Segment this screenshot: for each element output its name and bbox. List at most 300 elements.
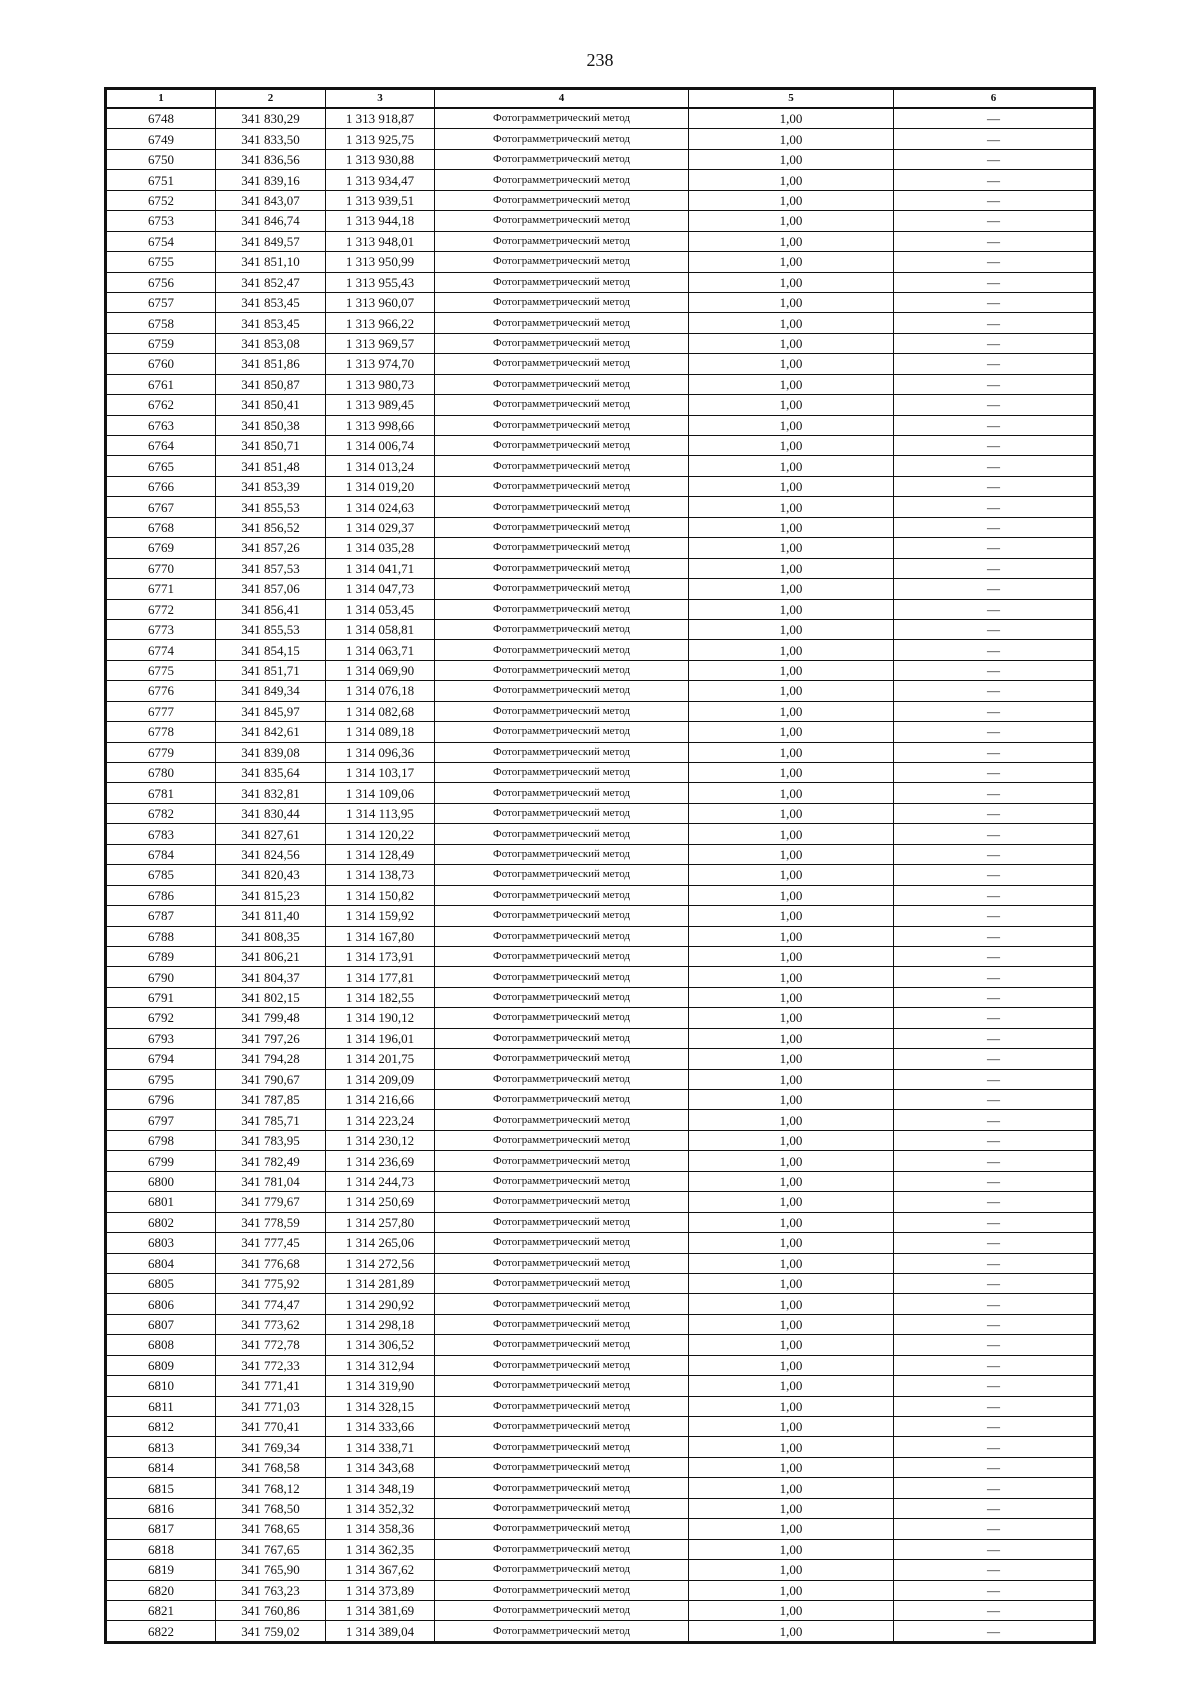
precision-cell: 1,00 — [689, 149, 894, 169]
point-number-cell: 6804 — [107, 1253, 216, 1273]
method-cell: Фотограмметрический метод — [435, 211, 689, 231]
method-cell: Фотограмметрический метод — [435, 1335, 689, 1355]
table-row — [107, 1478, 1094, 1498]
empty-cell: — — [894, 1028, 1094, 1048]
point-number-cell: 6771 — [107, 579, 216, 599]
y-coordinate-cell: 1 314 333,66 — [326, 1417, 435, 1437]
y-coordinate-cell: 1 313 948,01 — [326, 231, 435, 251]
y-coordinate-cell: 1 313 980,73 — [326, 374, 435, 394]
point-number-cell: 6802 — [107, 1212, 216, 1232]
table-row — [107, 1090, 1094, 1110]
point-number-cell: 6779 — [107, 742, 216, 762]
point-number-cell: 6820 — [107, 1580, 216, 1600]
y-coordinate-cell: 1 314 138,73 — [326, 865, 435, 885]
table-row — [107, 1069, 1094, 1089]
y-coordinate-cell: 1 314 312,94 — [326, 1355, 435, 1375]
x-coordinate-cell: 341 782,49 — [216, 1151, 326, 1171]
table-row — [107, 497, 1094, 517]
precision-cell: 1,00 — [689, 1560, 894, 1580]
precision-cell: 1,00 — [689, 1457, 894, 1477]
y-coordinate-cell: 1 314 201,75 — [326, 1049, 435, 1069]
precision-cell: 1,00 — [689, 476, 894, 496]
method-cell: Фотограмметрический метод — [435, 476, 689, 496]
precision-cell: 1,00 — [689, 824, 894, 844]
table-row — [107, 231, 1094, 251]
x-coordinate-cell: 341 849,34 — [216, 681, 326, 701]
precision-cell: 1,00 — [689, 333, 894, 353]
table-row — [107, 1192, 1094, 1212]
method-cell: Фотограмметрический метод — [435, 1151, 689, 1171]
precision-cell: 1,00 — [689, 558, 894, 578]
precision-cell: 1,00 — [689, 1600, 894, 1620]
x-coordinate-cell: 341 835,64 — [216, 763, 326, 783]
point-number-cell: 6791 — [107, 987, 216, 1007]
table-row — [107, 1110, 1094, 1130]
precision-cell: 1,00 — [689, 1049, 894, 1069]
x-coordinate-cell: 341 842,61 — [216, 722, 326, 742]
empty-cell: — — [894, 1396, 1094, 1416]
y-coordinate-cell: 1 314 389,04 — [326, 1621, 435, 1641]
method-cell: Фотограмметрический метод — [435, 374, 689, 394]
y-coordinate-cell: 1 314 058,81 — [326, 619, 435, 639]
x-coordinate-cell: 341 771,03 — [216, 1396, 326, 1416]
x-coordinate-cell: 341 857,53 — [216, 558, 326, 578]
x-coordinate-cell: 341 777,45 — [216, 1233, 326, 1253]
x-coordinate-cell: 341 778,59 — [216, 1212, 326, 1232]
empty-cell: — — [894, 415, 1094, 435]
point-number-cell: 6767 — [107, 497, 216, 517]
empty-cell: — — [894, 1580, 1094, 1600]
method-cell: Фотограмметрический метод — [435, 1396, 689, 1416]
y-coordinate-cell: 1 314 281,89 — [326, 1273, 435, 1293]
point-number-cell: 6790 — [107, 967, 216, 987]
empty-cell: — — [894, 1335, 1094, 1355]
y-coordinate-cell: 1 313 925,75 — [326, 129, 435, 149]
table-row — [107, 1233, 1094, 1253]
point-number-cell: 6798 — [107, 1130, 216, 1150]
precision-cell: 1,00 — [689, 1355, 894, 1375]
method-cell: Фотограмметрический метод — [435, 1600, 689, 1620]
method-cell: Фотограмметрический метод — [435, 333, 689, 353]
table-row — [107, 1498, 1094, 1518]
method-cell: Фотограмметрический метод — [435, 885, 689, 905]
point-number-cell: 6763 — [107, 415, 216, 435]
empty-cell: — — [894, 1376, 1094, 1396]
point-number-cell: 6761 — [107, 374, 216, 394]
table-row — [107, 701, 1094, 721]
point-number-cell: 6750 — [107, 149, 216, 169]
x-coordinate-cell: 341 850,38 — [216, 415, 326, 435]
method-cell: Фотограмметрический метод — [435, 722, 689, 742]
precision-cell: 1,00 — [689, 190, 894, 210]
method-cell: Фотограмметрический метод — [435, 415, 689, 435]
point-number-cell: 6822 — [107, 1621, 216, 1641]
point-number-cell: 6777 — [107, 701, 216, 721]
method-cell: Фотограмметрический метод — [435, 1008, 689, 1028]
x-coordinate-cell: 341 765,90 — [216, 1560, 326, 1580]
table-row — [107, 1273, 1094, 1293]
y-coordinate-cell: 1 314 103,17 — [326, 763, 435, 783]
empty-cell: — — [894, 497, 1094, 517]
x-coordinate-cell: 341 857,06 — [216, 579, 326, 599]
method-cell: Фотограмметрический метод — [435, 497, 689, 517]
method-cell: Фотограмметрический метод — [435, 742, 689, 762]
header-row — [107, 90, 1094, 109]
method-cell: Фотограмметрический метод — [435, 1171, 689, 1191]
table-row — [107, 579, 1094, 599]
precision-cell: 1,00 — [689, 1028, 894, 1048]
empty-cell: — — [894, 252, 1094, 272]
y-coordinate-cell: 1 313 944,18 — [326, 211, 435, 231]
y-coordinate-cell: 1 314 358,36 — [326, 1519, 435, 1539]
point-number-cell: 6794 — [107, 1049, 216, 1069]
x-coordinate-cell: 341 779,67 — [216, 1192, 326, 1212]
x-coordinate-cell: 341 767,65 — [216, 1539, 326, 1559]
y-coordinate-cell: 1 314 069,90 — [326, 660, 435, 680]
y-coordinate-cell: 1 314 109,06 — [326, 783, 435, 803]
y-coordinate-cell: 1 314 298,18 — [326, 1314, 435, 1334]
method-cell: Фотограмметрический метод — [435, 1376, 689, 1396]
y-coordinate-cell: 1 314 216,66 — [326, 1090, 435, 1110]
method-cell: Фотограмметрический метод — [435, 170, 689, 190]
table-row — [107, 1294, 1094, 1314]
x-coordinate-cell: 341 785,71 — [216, 1110, 326, 1130]
x-coordinate-cell: 341 836,56 — [216, 149, 326, 169]
precision-cell: 1,00 — [689, 987, 894, 1007]
y-coordinate-cell: 1 314 196,01 — [326, 1028, 435, 1048]
method-cell: Фотограмметрический метод — [435, 436, 689, 456]
precision-cell: 1,00 — [689, 1437, 894, 1457]
precision-cell: 1,00 — [689, 967, 894, 987]
empty-cell: — — [894, 926, 1094, 946]
empty-cell: — — [894, 476, 1094, 496]
method-cell: Фотограмметрический метод — [435, 354, 689, 374]
x-coordinate-cell: 341 775,92 — [216, 1273, 326, 1293]
method-cell: Фотограмметрический метод — [435, 1437, 689, 1457]
empty-cell: — — [894, 1130, 1094, 1150]
method-cell: Фотограмметрический метод — [435, 1069, 689, 1089]
empty-cell: — — [894, 599, 1094, 619]
y-coordinate-cell: 1 314 230,12 — [326, 1130, 435, 1150]
method-cell: Фотограмметрический метод — [435, 292, 689, 312]
point-number-cell: 6753 — [107, 211, 216, 231]
table-row — [107, 538, 1094, 558]
table-row — [107, 844, 1094, 864]
table-row — [107, 1130, 1094, 1150]
y-coordinate-cell: 1 314 272,56 — [326, 1253, 435, 1273]
y-coordinate-cell: 1 313 974,70 — [326, 354, 435, 374]
x-coordinate-cell: 341 815,23 — [216, 885, 326, 905]
table-row — [107, 211, 1094, 231]
precision-cell: 1,00 — [689, 211, 894, 231]
precision-cell: 1,00 — [689, 742, 894, 762]
point-number-cell: 6821 — [107, 1600, 216, 1620]
y-coordinate-cell: 1 314 223,24 — [326, 1110, 435, 1130]
empty-cell: — — [894, 374, 1094, 394]
precision-cell: 1,00 — [689, 722, 894, 742]
empty-cell: — — [894, 1049, 1094, 1069]
y-coordinate-cell: 1 314 006,74 — [326, 436, 435, 456]
table-row — [107, 170, 1094, 190]
y-coordinate-cell: 1 314 236,69 — [326, 1151, 435, 1171]
method-cell: Фотограмметрический метод — [435, 538, 689, 558]
empty-cell: — — [894, 967, 1094, 987]
point-number-cell: 6812 — [107, 1417, 216, 1437]
x-coordinate-cell: 341 804,37 — [216, 967, 326, 987]
x-coordinate-cell: 341 776,68 — [216, 1253, 326, 1273]
table-row — [107, 272, 1094, 292]
empty-cell: — — [894, 1457, 1094, 1477]
x-coordinate-cell: 341 768,12 — [216, 1478, 326, 1498]
y-coordinate-cell: 1 314 113,95 — [326, 803, 435, 823]
empty-cell: — — [894, 987, 1094, 1007]
empty-cell: — — [894, 1355, 1094, 1375]
y-coordinate-cell: 1 314 265,06 — [326, 1233, 435, 1253]
x-coordinate-cell: 341 846,74 — [216, 211, 326, 231]
x-coordinate-cell: 341 855,53 — [216, 619, 326, 639]
empty-cell: — — [894, 946, 1094, 966]
table-row — [107, 967, 1094, 987]
precision-cell: 1,00 — [689, 701, 894, 721]
precision-cell: 1,00 — [689, 1580, 894, 1600]
table-row — [107, 558, 1094, 578]
y-coordinate-cell: 1 314 381,69 — [326, 1600, 435, 1620]
x-coordinate-cell: 341 773,62 — [216, 1314, 326, 1334]
y-coordinate-cell: 1 314 013,24 — [326, 456, 435, 476]
method-cell: Фотограмметрический метод — [435, 149, 689, 169]
point-number-cell: 6810 — [107, 1376, 216, 1396]
page-number: 238 — [586, 50, 614, 70]
table-row — [107, 1580, 1094, 1600]
method-cell: Фотограмметрический метод — [435, 1253, 689, 1273]
point-number-cell: 6815 — [107, 1478, 216, 1498]
empty-cell: — — [894, 906, 1094, 926]
x-coordinate-cell: 341 774,47 — [216, 1294, 326, 1314]
x-coordinate-cell: 341 802,15 — [216, 987, 326, 1007]
precision-cell: 1,00 — [689, 292, 894, 312]
y-coordinate-cell: 1 313 998,66 — [326, 415, 435, 435]
point-number-cell: 6781 — [107, 783, 216, 803]
empty-cell: — — [894, 1417, 1094, 1437]
table-row — [107, 129, 1094, 149]
table-header — [107, 90, 1094, 109]
y-coordinate-cell: 1 314 190,12 — [326, 1008, 435, 1028]
point-number-cell: 6764 — [107, 436, 216, 456]
precision-cell: 1,00 — [689, 1417, 894, 1437]
x-coordinate-cell: 341 850,71 — [216, 436, 326, 456]
method-cell: Фотограмметрический метод — [435, 865, 689, 885]
y-coordinate-cell: 1 314 362,35 — [326, 1539, 435, 1559]
precision-cell: 1,00 — [689, 1376, 894, 1396]
empty-cell: — — [894, 190, 1094, 210]
y-coordinate-cell: 1 313 960,07 — [326, 292, 435, 312]
point-number-cell: 6813 — [107, 1437, 216, 1457]
y-coordinate-cell: 1 314 035,28 — [326, 538, 435, 558]
method-cell: Фотограмметрический метод — [435, 190, 689, 210]
point-number-cell: 6801 — [107, 1192, 216, 1212]
table-row — [107, 722, 1094, 742]
x-coordinate-cell: 341 763,23 — [216, 1580, 326, 1600]
method-cell: Фотограмметрический метод — [435, 906, 689, 926]
x-coordinate-cell: 341 853,39 — [216, 476, 326, 496]
y-coordinate-cell: 1 313 918,87 — [326, 108, 435, 129]
method-cell: Фотограмметрический метод — [435, 272, 689, 292]
precision-cell: 1,00 — [689, 1253, 894, 1273]
table-row — [107, 1560, 1094, 1580]
empty-cell: — — [894, 824, 1094, 844]
table-row — [107, 1253, 1094, 1273]
method-cell: Фотограмметрический метод — [435, 1130, 689, 1150]
coordinates-table-container — [104, 87, 1096, 1644]
table-row — [107, 313, 1094, 333]
empty-cell: — — [894, 579, 1094, 599]
point-number-cell: 6807 — [107, 1314, 216, 1334]
y-coordinate-cell: 1 314 159,92 — [326, 906, 435, 926]
table-row — [107, 865, 1094, 885]
x-coordinate-cell: 341 856,52 — [216, 517, 326, 537]
method-cell: Фотограмметрический метод — [435, 844, 689, 864]
table-row — [107, 906, 1094, 926]
x-coordinate-cell: 341 772,78 — [216, 1335, 326, 1355]
empty-cell: — — [894, 844, 1094, 864]
method-cell: Фотограмметрический метод — [435, 681, 689, 701]
method-cell: Фотограмметрический метод — [435, 619, 689, 639]
point-number-cell: 6748 — [107, 108, 216, 129]
header-col-2: 2 — [216, 90, 326, 109]
x-coordinate-cell: 341 853,45 — [216, 313, 326, 333]
point-number-cell: 6818 — [107, 1539, 216, 1559]
y-coordinate-cell: 1 314 348,19 — [326, 1478, 435, 1498]
empty-cell: — — [894, 517, 1094, 537]
table-row — [107, 987, 1094, 1007]
empty-cell: — — [894, 1273, 1094, 1293]
method-cell: Фотограмметрический метод — [435, 313, 689, 333]
empty-cell: — — [894, 436, 1094, 456]
empty-cell: — — [894, 292, 1094, 312]
x-coordinate-cell: 341 855,53 — [216, 497, 326, 517]
empty-cell: — — [894, 803, 1094, 823]
table-row — [107, 803, 1094, 823]
x-coordinate-cell: 341 854,15 — [216, 640, 326, 660]
method-cell: Фотограмметрический метод — [435, 660, 689, 680]
x-coordinate-cell: 341 824,56 — [216, 844, 326, 864]
x-coordinate-cell: 341 794,28 — [216, 1049, 326, 1069]
table-row — [107, 1028, 1094, 1048]
precision-cell: 1,00 — [689, 1212, 894, 1232]
point-number-cell: 6785 — [107, 865, 216, 885]
point-number-cell: 6758 — [107, 313, 216, 333]
point-number-cell: 6762 — [107, 395, 216, 415]
table-row — [107, 1457, 1094, 1477]
empty-cell: — — [894, 395, 1094, 415]
y-coordinate-cell: 1 314 306,52 — [326, 1335, 435, 1355]
point-number-cell: 6751 — [107, 170, 216, 190]
precision-cell: 1,00 — [689, 1539, 894, 1559]
y-coordinate-cell: 1 314 328,15 — [326, 1396, 435, 1416]
precision-cell: 1,00 — [689, 1130, 894, 1150]
table-row — [107, 1212, 1094, 1232]
x-coordinate-cell: 341 832,81 — [216, 783, 326, 803]
x-coordinate-cell: 341 759,02 — [216, 1621, 326, 1641]
empty-cell: — — [894, 1233, 1094, 1253]
point-number-cell: 6759 — [107, 333, 216, 353]
y-coordinate-cell: 1 314 257,80 — [326, 1212, 435, 1232]
table-row — [107, 824, 1094, 844]
header-col-1: 1 — [107, 90, 216, 109]
precision-cell: 1,00 — [689, 906, 894, 926]
precision-cell: 1,00 — [689, 885, 894, 905]
precision-cell: 1,00 — [689, 1273, 894, 1293]
y-coordinate-cell: 1 313 969,57 — [326, 333, 435, 353]
x-coordinate-cell: 341 781,04 — [216, 1171, 326, 1191]
x-coordinate-cell: 341 768,50 — [216, 1498, 326, 1518]
empty-cell: — — [894, 763, 1094, 783]
table-row — [107, 292, 1094, 312]
y-coordinate-cell: 1 314 082,68 — [326, 701, 435, 721]
point-number-cell: 6772 — [107, 599, 216, 619]
method-cell: Фотограмметрический метод — [435, 1621, 689, 1641]
table-row — [107, 108, 1094, 129]
empty-cell: — — [894, 1560, 1094, 1580]
precision-cell: 1,00 — [689, 129, 894, 149]
point-number-cell: 6799 — [107, 1151, 216, 1171]
precision-cell: 1,00 — [689, 1498, 894, 1518]
empty-cell: — — [894, 129, 1094, 149]
empty-cell: — — [894, 640, 1094, 660]
x-coordinate-cell: 341 849,57 — [216, 231, 326, 251]
method-cell: Фотограмметрический метод — [435, 1539, 689, 1559]
point-number-cell: 6770 — [107, 558, 216, 578]
precision-cell: 1,00 — [689, 660, 894, 680]
point-number-cell: 6796 — [107, 1090, 216, 1110]
y-coordinate-cell: 1 314 076,18 — [326, 681, 435, 701]
table-row — [107, 149, 1094, 169]
x-coordinate-cell: 341 783,95 — [216, 1130, 326, 1150]
y-coordinate-cell: 1 314 128,49 — [326, 844, 435, 864]
empty-cell: — — [894, 1437, 1094, 1457]
table-row — [107, 885, 1094, 905]
table-row — [107, 190, 1094, 210]
y-coordinate-cell: 1 313 966,22 — [326, 313, 435, 333]
table-row — [107, 783, 1094, 803]
precision-cell: 1,00 — [689, 865, 894, 885]
table-row — [107, 517, 1094, 537]
precision-cell: 1,00 — [689, 1478, 894, 1498]
point-number-cell: 6757 — [107, 292, 216, 312]
precision-cell: 1,00 — [689, 1151, 894, 1171]
precision-cell: 1,00 — [689, 681, 894, 701]
header-col-5: 5 — [689, 90, 894, 109]
y-coordinate-cell: 1 314 244,73 — [326, 1171, 435, 1191]
y-coordinate-cell: 1 314 343,68 — [326, 1457, 435, 1477]
precision-cell: 1,00 — [689, 272, 894, 292]
table-row — [107, 1600, 1094, 1620]
x-coordinate-cell: 341 820,43 — [216, 865, 326, 885]
point-number-cell: 6808 — [107, 1335, 216, 1355]
empty-cell: — — [894, 272, 1094, 292]
precision-cell: 1,00 — [689, 619, 894, 639]
method-cell: Фотограмметрический метод — [435, 1498, 689, 1518]
empty-cell: — — [894, 1110, 1094, 1130]
method-cell: Фотограмметрический метод — [435, 1090, 689, 1110]
table-row — [107, 1519, 1094, 1539]
y-coordinate-cell: 1 313 930,88 — [326, 149, 435, 169]
x-coordinate-cell: 341 830,44 — [216, 803, 326, 823]
x-coordinate-cell: 341 851,86 — [216, 354, 326, 374]
y-coordinate-cell: 1 314 182,55 — [326, 987, 435, 1007]
y-coordinate-cell: 1 313 939,51 — [326, 190, 435, 210]
empty-cell: — — [894, 1192, 1094, 1212]
